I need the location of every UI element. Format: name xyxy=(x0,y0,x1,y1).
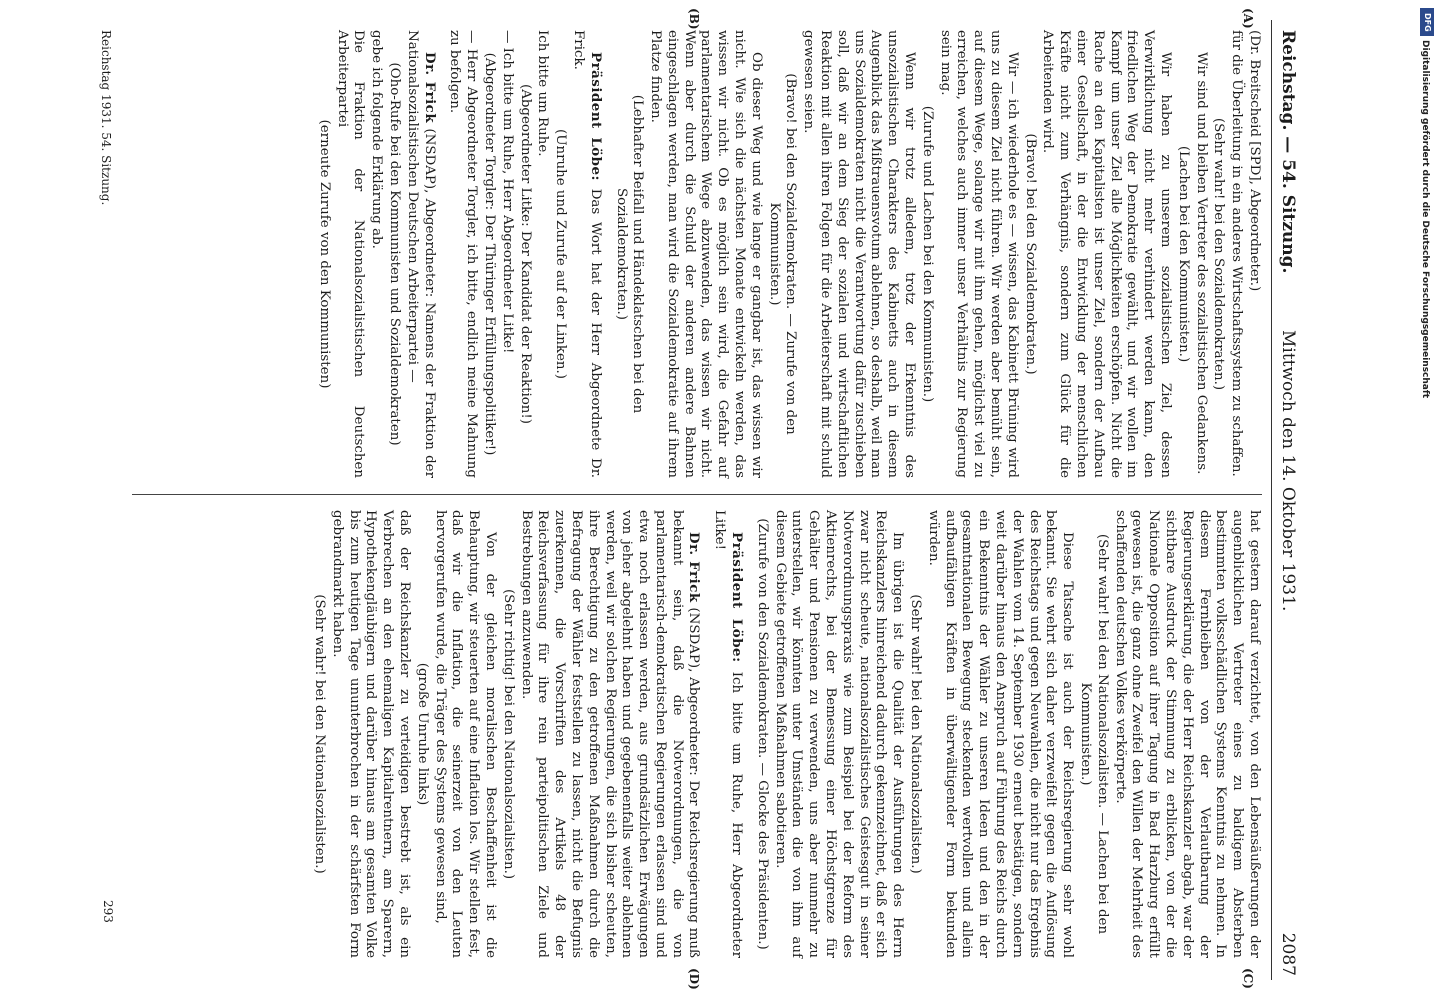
speaker-name: Dr. Frick xyxy=(421,52,438,124)
header-session: Reichstag. — 54. Sitzung. xyxy=(1278,30,1298,274)
interjection: (Lebhafter Beifall und Händeklatschen bei den Sozialdemokraten.) xyxy=(613,94,646,414)
interjection: (Abgeordneter Torgler: Der Thüringer Erfüllungspolitiker!) xyxy=(481,52,497,456)
speech-text: Ich bitte um Ruhe, Herr Abgeordneter Litke! xyxy=(712,510,745,958)
speech-text: (NSDAP), Abgeordneter: Der Reichsregierung muß bekannt sein, daß die Notverordnungen, die von parlamentarisch-demokratischen Regierungen erlassen sind und etwa noch erlassen werden, aus grundsätzlichen Erwägungen von jeher abgelehnt haben und gegebenenfalls weiter ablehnen werden, weil wir solchen Regierungen, die sich bisher scheuten, ihre Berechtigung zu den getroffenen Maßnahmen durch die Befragung der Wähler feststellen zu lassen, nicht die Befugnis zuerkennen, die Vorschriften des Artikels 48 der Reichsverfassung für ihre rein parteipolitischen Ziele und Bestrebungen anzuwenden. xyxy=(518,510,702,958)
header-rule xyxy=(1271,20,1272,980)
dfg-credit xyxy=(1420,8,1434,608)
paragraph: Wenn wir trotz alledem, trotz der Erkenntnis des unsozialistischen Charakters des Kabinetts auch in diesem Augenblick das Mißtrauensvotum ablehnen, so deshalb, weil man uns Sozialdemokraten nicht die Verantwortung dafür zuschieben soll, daß wir an dem Sieg der sozialen und wirtschaftlichen Reaktion mit allen ihren Folgen für die Arbeiterschaft mit schuld gewesen seien. xyxy=(801,30,918,478)
paragraph: für die Überleitung in ein anderes Wirtschaftssystem zu schaffen. xyxy=(1229,30,1245,477)
interjection: (Unruhe und Zurufe auf der Linken.) xyxy=(553,128,569,380)
paragraph: Im übrigen ist die Qualität der Ausführungen des Herrn Reichskanzlers hinreichend dadurch gekennzeichnet, daß er sich zwar nicht scheute, nationalsozialistisches Geistesgut in seiner Notverordnungspraxis wie zum Beispiel bei der Reform des Aktienrechts, bei der Bemessung einer Höchstgrenze für Gehälter und Pensionen zu verwenden, uns aber nunmehr zu unterstellen, wir könnten unter Umständen die von ihm auf diesem Gebiete getroffenen Maßnahmen sabotieren. xyxy=(772,510,906,958)
interjection: (Zurufe von den Sozialdemokraten. — Glocke des Präsidenten.) xyxy=(754,518,770,950)
dfg-credit-text: Digitalisierung gefördert durch die Deutsche Forschungsgemeinschaft xyxy=(1420,40,1430,399)
rotated-page xyxy=(86,0,1302,1000)
paragraph: gebe ich folgende Erklärung ab. xyxy=(369,30,385,249)
margin-marker-b: (B) xyxy=(687,8,701,30)
margin-marker-d: (D) xyxy=(687,968,701,990)
paragraph: Ob dieser Weg und wie lange er gangbar ist, das wissen wir nicht. Wie sich die nächsten Monate entwickeln werden, das wissen wir nicht. Ob es möglich sein wird, die Gefahr auf parlamentarischem Wege abzuwenden, das wissen wir nicht. Wenn aber durch die Schuld der anderen andere Bahnen eingeschlagen werden, man wird die Sozialdemokratie auf ihrem Platze finden. xyxy=(648,30,764,478)
margin-marker-c: (C) xyxy=(1241,968,1255,989)
interjection: (erneute Zurufe von den Kommunisten) xyxy=(316,119,332,389)
paragraph: Wir — ich wiederhole es — wissen, das Kabinett Brüning wird uns zu diesem Ziel nicht führen. Wir werden aber bemüht sein, auf diesem Wege, solange wir mit ihm gehen, möglichst viel zu erreichen, welches auch immer unser Verhältnis zur Regierung sein mag. xyxy=(937,30,1020,478)
interjection: (Oho-Rufe bei den Kommunisten und Sozialdemokraten) xyxy=(386,62,402,446)
speaker-name: Dr. Frick xyxy=(686,532,703,603)
speaker-paragraph xyxy=(711,510,746,958)
interjection: (große Unruhe links) xyxy=(414,662,430,806)
header-date: Mittwoch den 14. Oktober 1931. xyxy=(1278,330,1298,612)
speech-text: (NSDAP), Abgeordneter: Namens der Fraktion der Nationalsozialistischen Deutschen Arbeiterpartei — xyxy=(404,30,437,479)
left-column xyxy=(122,30,1262,478)
speaker-paragraph xyxy=(403,30,438,478)
paragraph: Wir sind und bleiben Vertreter des sozialistischen Gedankens. xyxy=(1193,52,1209,475)
speaker-name: Präsident Löbe: xyxy=(729,532,746,663)
page-header xyxy=(1274,0,1302,1000)
paragraph: (Dr. Breitscheid [SPD], Abgeordneter.) xyxy=(1247,30,1262,292)
page-footer: Reichstag 1931. 54. Sitzung. xyxy=(99,30,113,206)
margin-marker-a: (A) xyxy=(1241,8,1255,29)
paragraph: Diese Tatsache ist auch der Reichsregierung sehr wohl bekannt. Sie wehrt sich daher verzweifelt gegen die Auflösung des Reichstags und gegen Neuwahlen, die nicht nur das Ergebnis der Wahlen vom 14. September 1930 erneut bestätigen, sondern weit darüber hinaus den Anspruch auf Führung des Reichs durch ein Bekenntnis der Wähler zu unseren Ideen und den in der gesamtnationalen Bewegung steckenden wertvollen und allein aufbaufähigen Kräften in überwältigender Form bekunden würden. xyxy=(925,510,1076,958)
interjection: (Zurufe und Lachen bei den Kommunisten.) xyxy=(919,105,935,403)
paragraph: Ich bitte um Ruhe. xyxy=(535,30,551,157)
interjection: (Lachen bei den Kommunisten.) xyxy=(1175,145,1191,363)
speaker-paragraph xyxy=(569,30,604,478)
speaker-name: Präsident Löbe: xyxy=(587,52,604,181)
header-page-number: 2087 xyxy=(1278,932,1298,976)
interjection: (Sehr wahr! bei den Nationalsozialisten.) xyxy=(908,594,924,874)
interjection: (Sehr richtig! bei den Nationalsozialisten.) xyxy=(500,588,516,880)
interjection: (Bravo! bei den Sozialdemokraten.) xyxy=(1022,133,1038,375)
dfg-logo: DFG xyxy=(1420,8,1434,36)
interjection: (Abgeordneter Litke: Der Kandidat der Reaktion!) xyxy=(517,83,533,425)
interjection: (Bravo! bei den Sozialdemokraten. — Zurufe von den Kommunisten.) xyxy=(766,73,799,435)
paragraph: Die Fraktion der Nationalsozialistischen Deutschen Arbeiterpartei xyxy=(334,30,367,478)
paragraph: daß der Reichskanzler zu verteidigen bestrebt ist, als ein Verbrechen an den ehemaligen Kapitalrentnern, am Sparern, Hypothekengläubigern und darüber hinaus am gesamten Volke bis zum heutigen Tage ununterbrochen in der schärfsten Form gebrandmarkt haben. xyxy=(329,510,412,958)
paragraph: Wir haben zu unserem sozialistischen Ziel, dessen Verwirklichung nicht mehr verhindert werden kann, den friedlichen Weg der Demokratie gewählt, und wir wollen im Kampf um unser Ziel alle Möglichkeiten erschöpfen. Nicht die Rache an den Kapitalisten ist unser Ziel, sondern der Aufbau einer Gesellschaft, in der die Entwicklung der menschlichen Kräfte nicht zum Verhängnis, sondern zum Glück für die Arbeitenden wird. xyxy=(1040,30,1174,478)
right-column xyxy=(122,510,1262,958)
interjection: (Sehr wahr! bei den Sozialdemokraten.) xyxy=(1211,117,1227,391)
paragraph: — Ich bitte um Ruhe, Herr Abgeordneter Litke! xyxy=(499,30,515,354)
speech-text: Das Wort hat der Herr Abgeordnete Dr. Frick. xyxy=(570,30,603,478)
speaker-paragraph xyxy=(517,510,703,958)
column-divider xyxy=(132,494,1262,495)
paragraph: — Herr Abgeordneter Torgler, ich bitte, endlich meine Mahnung zu befolgen. xyxy=(447,30,480,478)
footer-page-number: 293 xyxy=(101,900,115,923)
interjection: (Sehr wahr! bei den Nationalsozialisten. — Lachen bei den Kommunisten.) xyxy=(1078,533,1110,935)
interjection: (Sehr wahr! bei den Nationalsozialisten.) xyxy=(311,594,327,874)
paragraph: hat gestern darauf verzichtet, von den Lebensäußerungen der augenblicklichen Vertreter eines zu baldigem Absterben bestimmten volksschädlichen Systems Kenntnis zu nehmen. In diesem Fernbleiben von der Verlautbarung der Regierungserklärung, die der Herr Reichskanzler abgab, war der sichtbare Ausdruck der Stimmung zu erblicken, von der die Nationale Opposition auf ihrer Tagung in Bad Harzburg erfüllt gewesen ist, die ganz ohne Zweifel den Willen der Mehrheit des schaffenden deutschen Volkes verkörperte. xyxy=(1112,510,1262,958)
paragraph: Von der gleichen moralischen Beschaffenheit ist die Behauptung, wir steuerten auf eine Inflation los. Wir stellen fest, daß wir die Inflation, die seinerzeit von den Leuten hervorgerufen wurde, die Träger des Systems gewesen sind, xyxy=(432,510,498,958)
